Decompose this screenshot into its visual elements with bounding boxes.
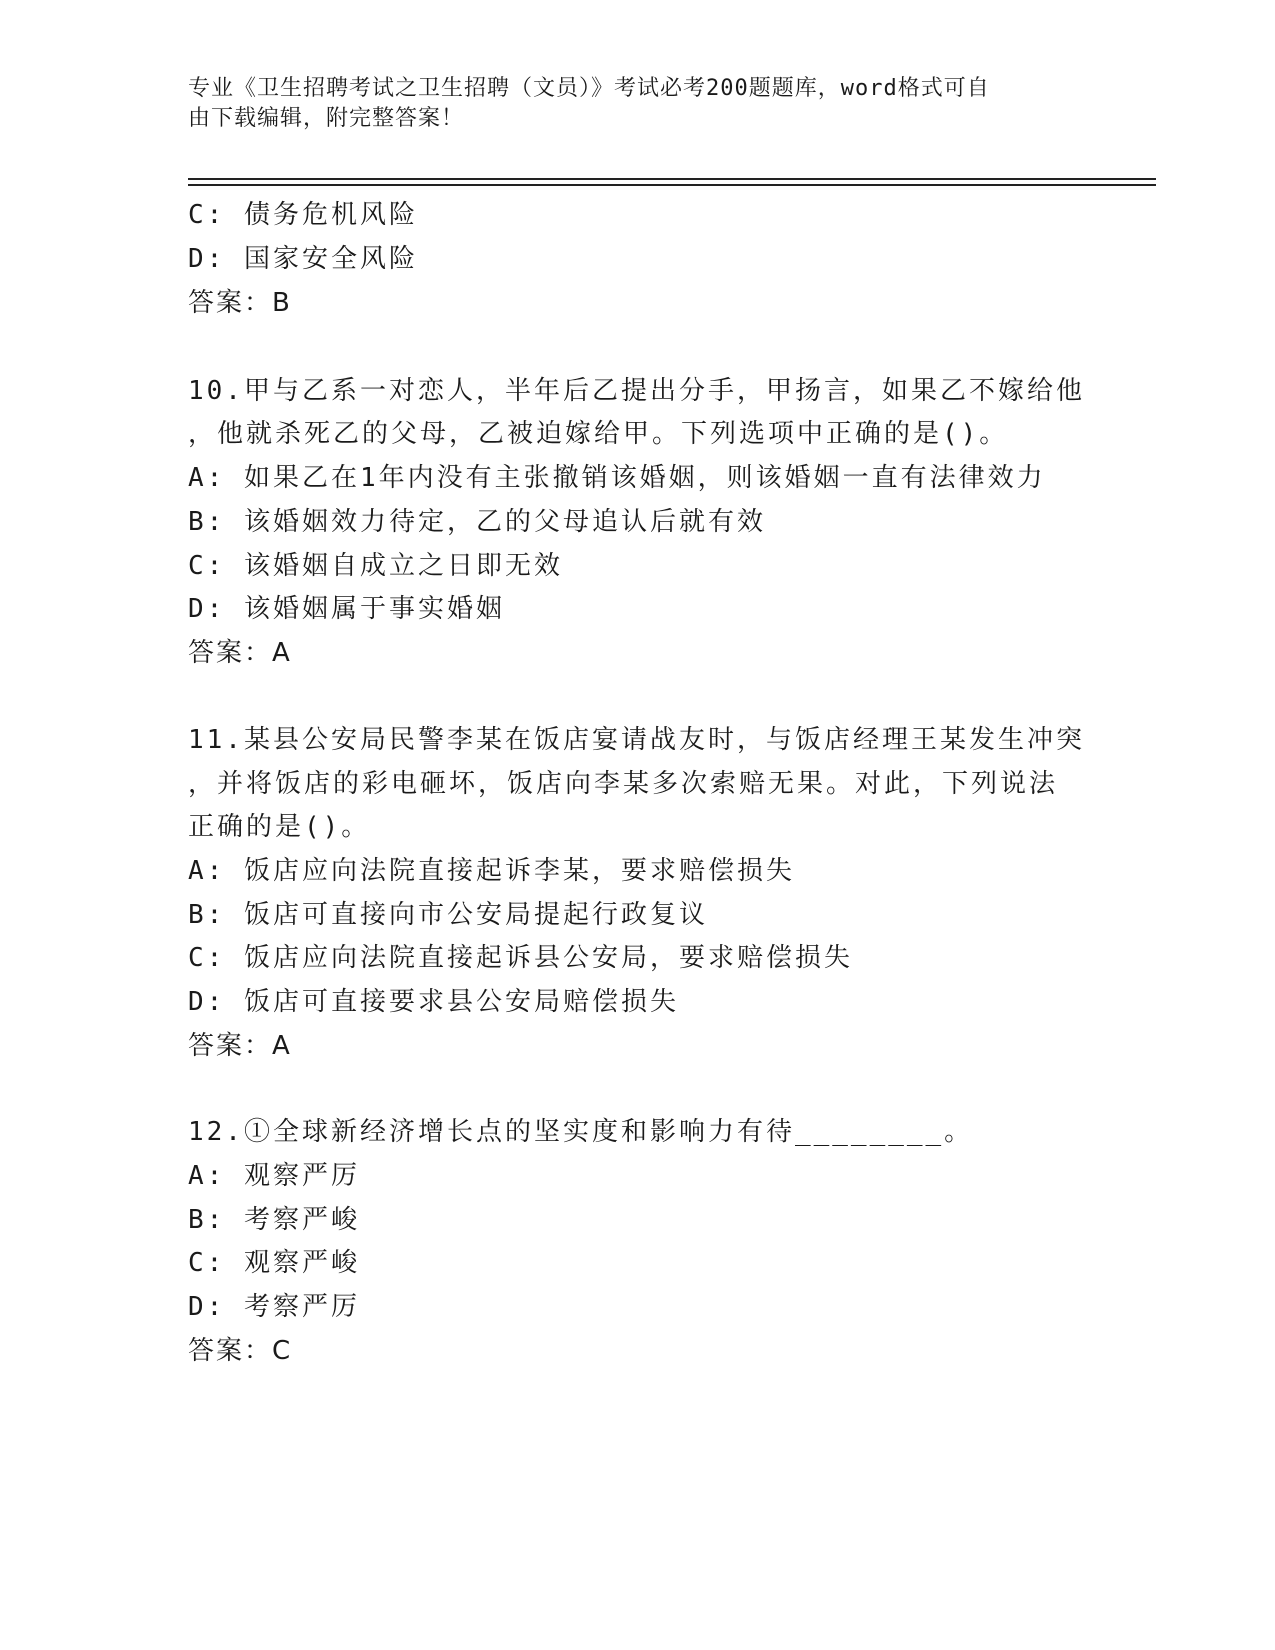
q9-answer: 答案：B (188, 288, 292, 318)
q10-stem-line-1: 10.甲与乙系一对恋人，半年后乙提出分手，甲扬言，如果乙不嫁给他 (188, 376, 1085, 406)
q12-option-d: D: 考察严厉 (188, 1292, 360, 1322)
document-header (188, 74, 1088, 134)
q9-option-d: D: 国家安全风险 (188, 244, 418, 274)
q10-option-a: A: 如果乙在1年内没有主张撤销该婚姻，则该婚姻一直有法律效力 (188, 463, 1046, 493)
q12-answer: 答案：C (188, 1336, 293, 1366)
q10-answer: 答案：A (188, 638, 292, 668)
q10-option-b: B: 该婚姻效力待定，乙的父母追认后就有效 (188, 507, 766, 537)
q11-option-c: C: 饭店应向法院直接起诉县公安局，要求赔偿损失 (188, 943, 853, 973)
q10-stem-line-2: ，他就杀死乙的父母，乙被迫嫁给甲。下列选项中正确的是()。 (188, 419, 1009, 449)
q11-option-a: A: 饭店应向法院直接起诉李某，要求赔偿损失 (188, 856, 795, 886)
q12-option-b: B: 考察严峻 (188, 1205, 360, 1235)
q12-stem-line-1: 12.①全球新经济增长点的坚实度和影响力有待________。 (188, 1117, 974, 1147)
q11-option-b: B: 饭店可直接向市公安局提起行政复议 (188, 900, 708, 930)
q11-answer: 答案：A (188, 1031, 292, 1061)
q9-option-c: C: 债务危机风险 (188, 200, 418, 230)
q12-option-a: A: 观察严厉 (188, 1161, 360, 1191)
q10-option-c: C: 该婚姻自成立之日即无效 (188, 551, 563, 581)
header-line-2: 由下载编辑，附完整答案！ (188, 106, 465, 131)
q11-stem-line-1: 11.某县公安局民警李某在饭店宴请战友时，与饭店经理王某发生冲突 (188, 725, 1085, 755)
q11-stem-line-3: 正确的是()。 (188, 812, 371, 842)
q12-option-c: C: 观察严峻 (188, 1248, 360, 1278)
header-rule-bottom (188, 184, 1156, 186)
header-rule-top (188, 178, 1156, 180)
q11-stem-line-2: ，并将饭店的彩电砸坏，饭店向李某多次索赔无果。对此，下列说法 (188, 769, 1059, 799)
header-line-1: 专业《卫生招聘考试之卫生招聘（文员）》考试必考200题题库，word格式可自 (188, 76, 990, 101)
q10-option-d: D: 该婚姻属于事实婚姻 (188, 594, 505, 624)
q11-option-d: D: 饭店可直接要求县公安局赔偿损失 (188, 987, 679, 1017)
